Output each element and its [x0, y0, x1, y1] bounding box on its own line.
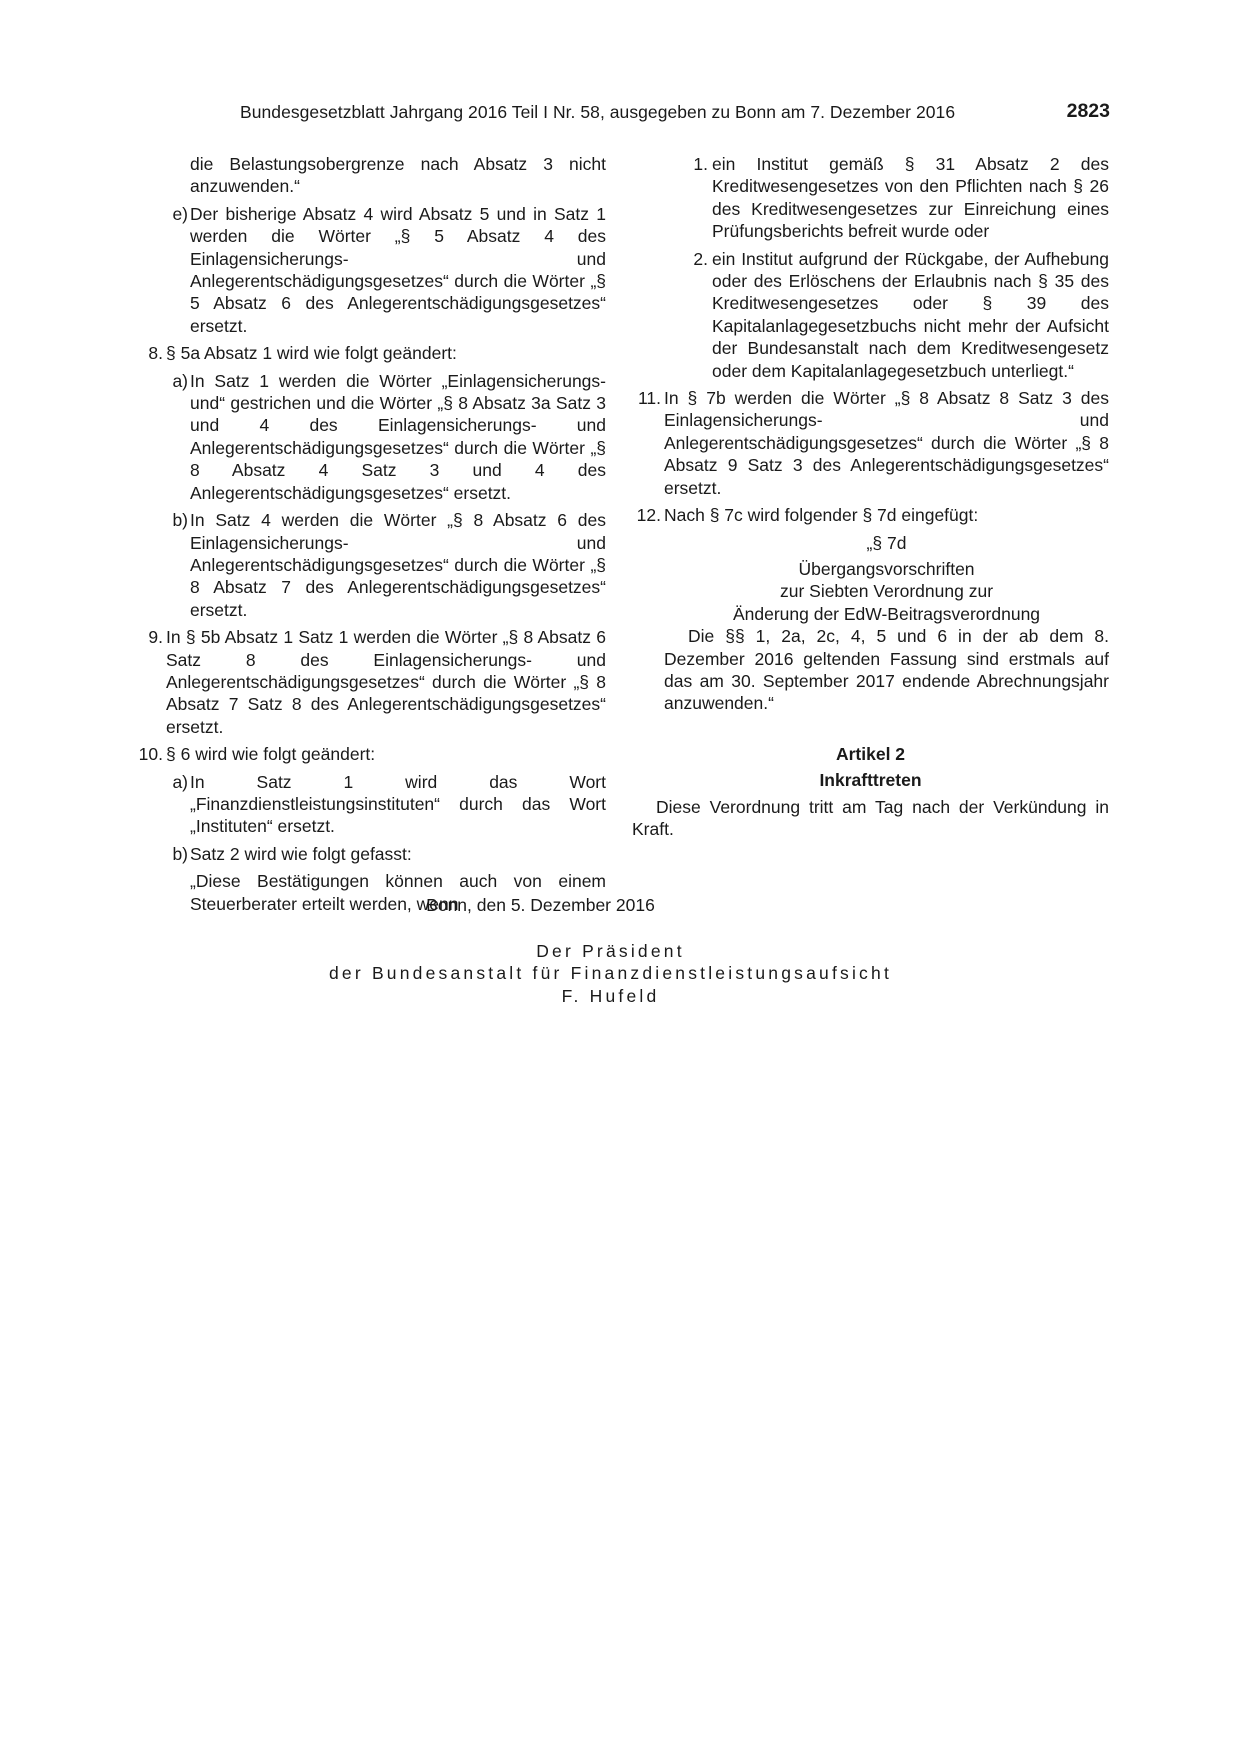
list-item-1 [632, 153, 1109, 243]
list-item-12 [632, 504, 1109, 526]
item-text: Nach § 7c wird folgender § 7d eingefügt: [664, 505, 979, 526]
list-item-10b [126, 843, 606, 865]
item-marker: 11. [637, 388, 661, 409]
list-item-10a [126, 771, 606, 838]
item-text: Der bisherige Absatz 4 wird Absatz 5 und in Satz 1 werden die Wörter „§ 5 Absatz 4 des Einlagensicherungs- und Anlegerentschädigungsgesetzes“ durch die Wörter „§ 5 Absatz 6 des Anlegerentschädigungsgesetzes“ ersetzt. [190, 203, 606, 336]
list-item-e [126, 203, 606, 337]
continuation-text: die Belastungsobergrenze nach Absatz 3 nicht anzuwenden.“ [190, 154, 606, 197]
item-text: In Satz 1 werden die Wörter „Einlagensicherungs- und“ gestrichen und die Wörter „§ 8 Absatz 3a Satz 3 und 4 des Einlagensicherungs- und Anlegerentschädigungsgesetzes“ durch die Wörter „§ 8 Absatz 4 Satz 3 und 4 des Anlegerentschädigungsgesetzes“ ersetzt. [190, 370, 606, 503]
list-item-9 [126, 626, 606, 738]
section-number: „§ 7d [866, 532, 907, 553]
item-text: Satz 2 wird wie folgt gefasst: [190, 843, 412, 864]
item-text: In Satz 1 wird das Wort „Finanzdienstleistungsinstituten“ durch das Wort „Instituten“ ersetzt. [190, 771, 606, 837]
item-text: § 6 wird wie folgt geändert: [166, 744, 376, 765]
item-marker: 2. [693, 248, 708, 269]
item-text: ein Institut gemäß § 31 Absatz 2 des Kreditwesengesetzes von den Pflichten nach § 26 des Kreditwesengesetzes zur Einreichung eines Prüfungsberichts befreit wurde oder [712, 154, 1109, 242]
section-body: Die §§ 1, 2a, 2c, 4, 5 und 6 in der ab dem 8. Dezember 2016 geltenden Fassung sind erstmals auf das am 30. September 2017 endende Abrechnungsjahr anzuwenden.“ [664, 626, 1109, 714]
list-item-8a [126, 370, 606, 504]
list-item-2 [632, 248, 1109, 382]
list-item-8b [126, 509, 606, 621]
item-text: ein Institut aufgrund der Rückgabe, der Aufhebung oder des Erlöschens der Erlaubnis nach § 35 des Kreditwesengesetzes oder § 39 des Kapitalanlagegesetzbuchs nicht mehr der Aufsicht der Bundesanstalt nach dem Kreditwesengesetz oder dem Kapitalanlagegesetzbuch unterliegt.“ [712, 248, 1109, 381]
item-text: In Satz 4 werden die Wörter „§ 8 Absatz 6 des Einlagensicherungs- und Anlegerentschädigungsgesetzes“ durch die Wörter „§ 8 Absatz 7 des Anlegerentschädigungsgesetzes“ ersetzt. [190, 510, 606, 620]
list-item-8 [126, 342, 606, 364]
article-heading: Artikel 2 [835, 743, 906, 764]
item-marker: 1. [693, 154, 708, 174]
article-title: Inkrafttreten [819, 770, 922, 791]
item-marker: e) [172, 203, 188, 224]
left-column [126, 153, 606, 915]
page-header [240, 100, 1110, 124]
signature-place-date: Bonn, den 5. Dezember 2016 [426, 895, 655, 915]
item-text: § 5a Absatz 1 wird wie folgt geändert: [166, 343, 457, 364]
signature-authority: der Bundesanstalt für Finanzdienstleistungsaufsicht [328, 963, 893, 983]
signature-role: Der Präsident [536, 941, 685, 961]
signature-name: F. Hufeld [561, 986, 660, 1006]
section-title-line: Änderung der EdW-Beitragsverordnung [732, 603, 1041, 624]
list-item-10 [126, 743, 606, 765]
right-column [632, 153, 1109, 840]
page-number: 2823 [1066, 100, 1110, 122]
header-text: Bundesgesetzblatt Jahrgang 2016 Teil I Nr. 58, ausgegeben zu Bonn am 7. Dezember 2016 [240, 102, 956, 122]
item-marker: 8. [148, 343, 163, 364]
list-item-11 [632, 387, 1109, 499]
item-text: In § 5b Absatz 1 Satz 1 werden die Wörter „§ 8 Absatz 6 Satz 8 des Einlagensicherungs- und Anlegerentschädigungsgesetzes“ durch die Wörter „§ 8 Absatz 7 Satz 8 des Anlegerentschädigungsgesetzes“ ersetzt. [166, 627, 606, 737]
item-marker: 10. [138, 744, 163, 765]
item-marker: 9. [148, 627, 163, 648]
item-marker: a) [172, 370, 188, 391]
item-marker: b) [172, 510, 188, 531]
item-marker: b) [172, 843, 188, 864]
inserted-section [632, 532, 1109, 715]
item-marker: 12. [636, 505, 661, 526]
section-title-line: Übergangsvorschriften [798, 558, 975, 579]
section-title-line: zur Siebten Verordnung zur [779, 581, 994, 602]
item-text: In § 7b werden die Wörter „§ 8 Absatz 8 Satz 3 des Einlagensicherungs- und Anlegerentschädigungsgesetzes“ durch die Wörter „§ 8 Absatz 9 Satz 3 des Anlegerentschädigungsgesetzes“ ersetzt. [664, 388, 1109, 498]
quoted-text: „Diese Bestätigungen können auch von einem Steuerberater erteilt werden, wenn [190, 871, 606, 914]
article-body: Diese Verordnung tritt am Tag nach der Verkündung in Kraft. [632, 796, 1109, 839]
item-marker: a) [172, 771, 188, 792]
